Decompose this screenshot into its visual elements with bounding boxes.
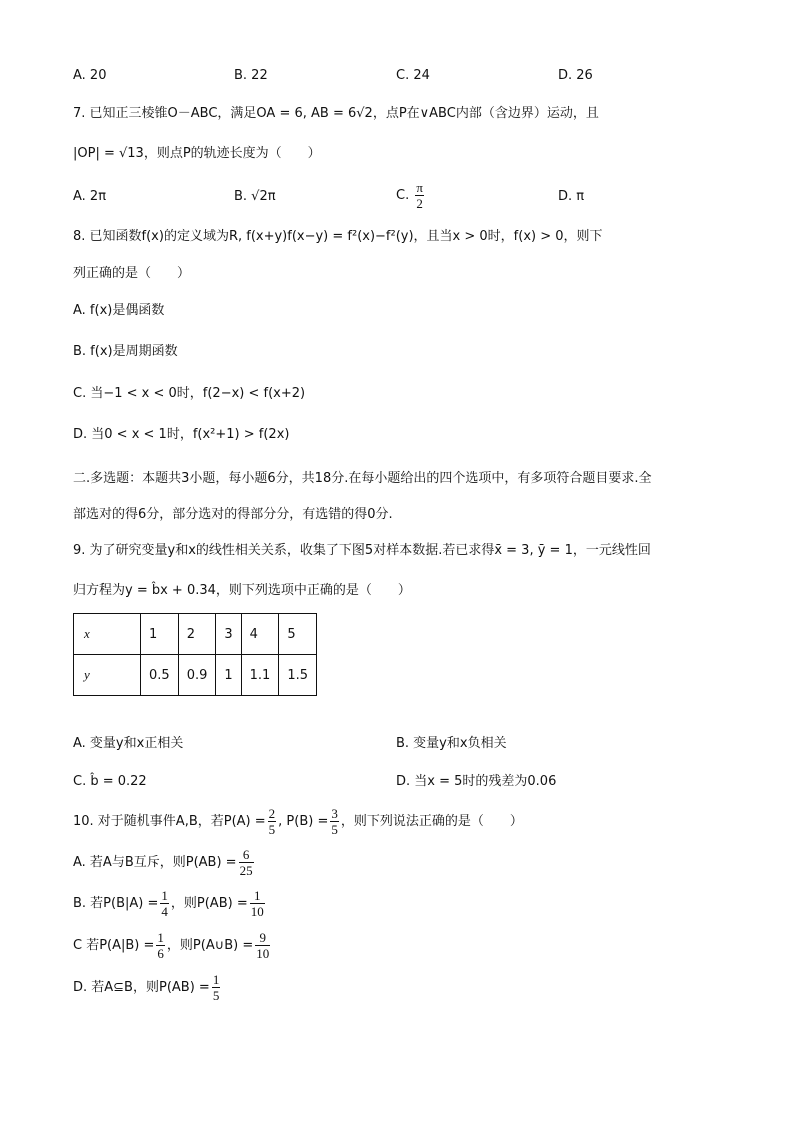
q10-c-denominator2: 10 xyxy=(256,946,270,961)
table-row xyxy=(74,614,317,655)
q6-option-a: A. 20 xyxy=(73,68,107,83)
table-cell: 4 xyxy=(241,614,279,655)
q8-option-d: D. 当0 < x < 1时，f(x²+1) > f(2x) xyxy=(73,427,290,442)
q10-pa-numerator: 2 xyxy=(268,806,276,821)
q8-option-b: B. f(x)是周期函数 xyxy=(73,344,178,359)
q10-c-fraction2 xyxy=(255,930,270,961)
q10-b-denominator1: 4 xyxy=(161,904,168,919)
table-cell: 3 xyxy=(216,614,241,655)
q10-b-numerator2: 1 xyxy=(250,888,265,904)
q10-option-a xyxy=(73,843,256,883)
q7-stem-line2 xyxy=(73,145,321,163)
q6-option-d: D. 26 xyxy=(558,68,593,83)
q9-data-table xyxy=(73,613,317,696)
q9-option-a: A. 变量y和x正相关 xyxy=(73,736,184,751)
q7-op-condition: |OP| = √13 xyxy=(73,146,144,161)
q10-b-denominator2: 10 xyxy=(250,904,264,919)
q10-b-numerator1: 1 xyxy=(161,888,168,903)
q10-option-c xyxy=(73,926,272,966)
q10-d-text: D. 若A⊆B，则P(AB) = xyxy=(73,980,210,995)
q10-c-fraction1 xyxy=(156,930,165,961)
q7-option-a: A. 2π xyxy=(73,189,107,204)
q7-option-c xyxy=(396,178,426,214)
q7-c-denominator: 2 xyxy=(416,196,423,211)
q10-c-denominator1: 6 xyxy=(157,946,164,961)
q10-a-text: A. 若A与B互斥，则P(AB) = xyxy=(73,855,237,870)
table-cell: 1.1 xyxy=(241,655,279,696)
q9-option-c: C. b̂ = 0.22 xyxy=(73,774,147,789)
q7-option-d: D. π xyxy=(558,189,585,204)
q8-stem-line1: 8. 已知函数f(x)的定义域为R, f(x+y)f(x−y) = f²(x)−f²(y)，且当x > 0时，f(x) > 0，则下 xyxy=(73,229,603,244)
q8-stem-line2: 列正确的是（ ） xyxy=(73,266,191,281)
q10-c-text: C 若P(A|B) = xyxy=(73,938,155,953)
q8-option-a: A. f(x)是偶函数 xyxy=(73,303,165,318)
table-row xyxy=(74,655,317,696)
q10-d-numerator: 1 xyxy=(212,972,220,987)
table-cell: 0.5 xyxy=(141,655,179,696)
q10-b-fraction2 xyxy=(250,888,265,919)
q10-d-denominator: 5 xyxy=(212,988,220,1003)
table-cell: 1 xyxy=(216,655,241,696)
q10-pb-fraction xyxy=(330,806,339,837)
section2-instructions-line1: 二.多选题：本题共3小题，每小题6分，共18分.在每小题给出的四个选项中，有多项符合题目要求.全 xyxy=(73,471,652,486)
q7-option-c-fraction xyxy=(415,180,424,211)
q7-option-c-label: C. xyxy=(396,188,410,203)
q10-c-numerator2: 9 xyxy=(255,930,270,946)
q10-c-numerator1: 1 xyxy=(157,930,164,945)
q10-stem-suffix: ，则下列说法正确的是（ ） xyxy=(340,814,523,829)
q10-pb-numerator: 3 xyxy=(331,806,338,821)
q10-b-text: B. 若P(B|A) = xyxy=(73,896,159,911)
q10-option-d xyxy=(73,968,222,1008)
q10-b-fraction1 xyxy=(160,888,169,919)
q9-stem-line2: 归方程为y = b̂x + 0.34，则下列选项中正确的是（ ） xyxy=(73,583,411,598)
q9-stem-line1: 9. 为了研究变量y和x的线性相关关系，收集了下图5对样本数据.若已求得x̄ = 3, ȳ = 1，一元线性回 xyxy=(73,543,651,558)
table-cell: 0.9 xyxy=(178,655,216,696)
q10-pa-fraction xyxy=(268,806,277,837)
q10-stem-prefix: 10. 对于随机事件A,B，若P(A) = xyxy=(73,814,266,829)
q10-c-mid: ，则P(A∪B) = xyxy=(166,938,254,953)
q6-option-b: B. 22 xyxy=(234,68,268,83)
q10-pb-label: , P(B) = xyxy=(278,814,329,829)
q10-stem xyxy=(73,802,523,842)
q10-a-fraction xyxy=(239,847,254,878)
q10-a-numerator: 6 xyxy=(239,847,254,863)
section2-instructions-line2: 部选对的得6分，部分选对的得部分分，有选错的得0分. xyxy=(73,507,393,522)
q10-b-mid: ，则P(AB) = xyxy=(170,896,248,911)
q10-pa-denominator: 5 xyxy=(268,822,276,837)
table-cell: 5 xyxy=(279,614,317,655)
q7-question: ，则点P的轨迹长度为（ ） xyxy=(143,146,321,161)
table-header-y: y xyxy=(74,655,141,696)
q7-c-numerator: π xyxy=(416,180,423,195)
q7-option-b: B. √2π xyxy=(234,189,276,204)
q6-option-c: C. 24 xyxy=(396,68,430,83)
table-cell: 1 xyxy=(141,614,179,655)
q9-option-b: B. 变量y和x负相关 xyxy=(396,736,507,751)
q10-pb-denominator: 5 xyxy=(331,822,338,837)
q7-stem-line1: 7. 已知正三棱锥O－ABC，满足OA = 6, AB = 6√2，点P在∨ABC内部（含边界）运动，且 xyxy=(73,106,599,121)
q8-option-c: C. 当−1 < x < 0时，f(2−x) < f(x+2) xyxy=(73,386,306,401)
q10-d-fraction xyxy=(212,972,221,1003)
table-cell: 1.5 xyxy=(279,655,317,696)
q10-a-denominator: 25 xyxy=(239,863,253,878)
table-cell: 2 xyxy=(178,614,216,655)
q10-option-b xyxy=(73,884,267,924)
q9-option-d: D. 当x = 5时的残差为0.06 xyxy=(396,774,557,789)
table-header-x: x xyxy=(74,614,141,655)
